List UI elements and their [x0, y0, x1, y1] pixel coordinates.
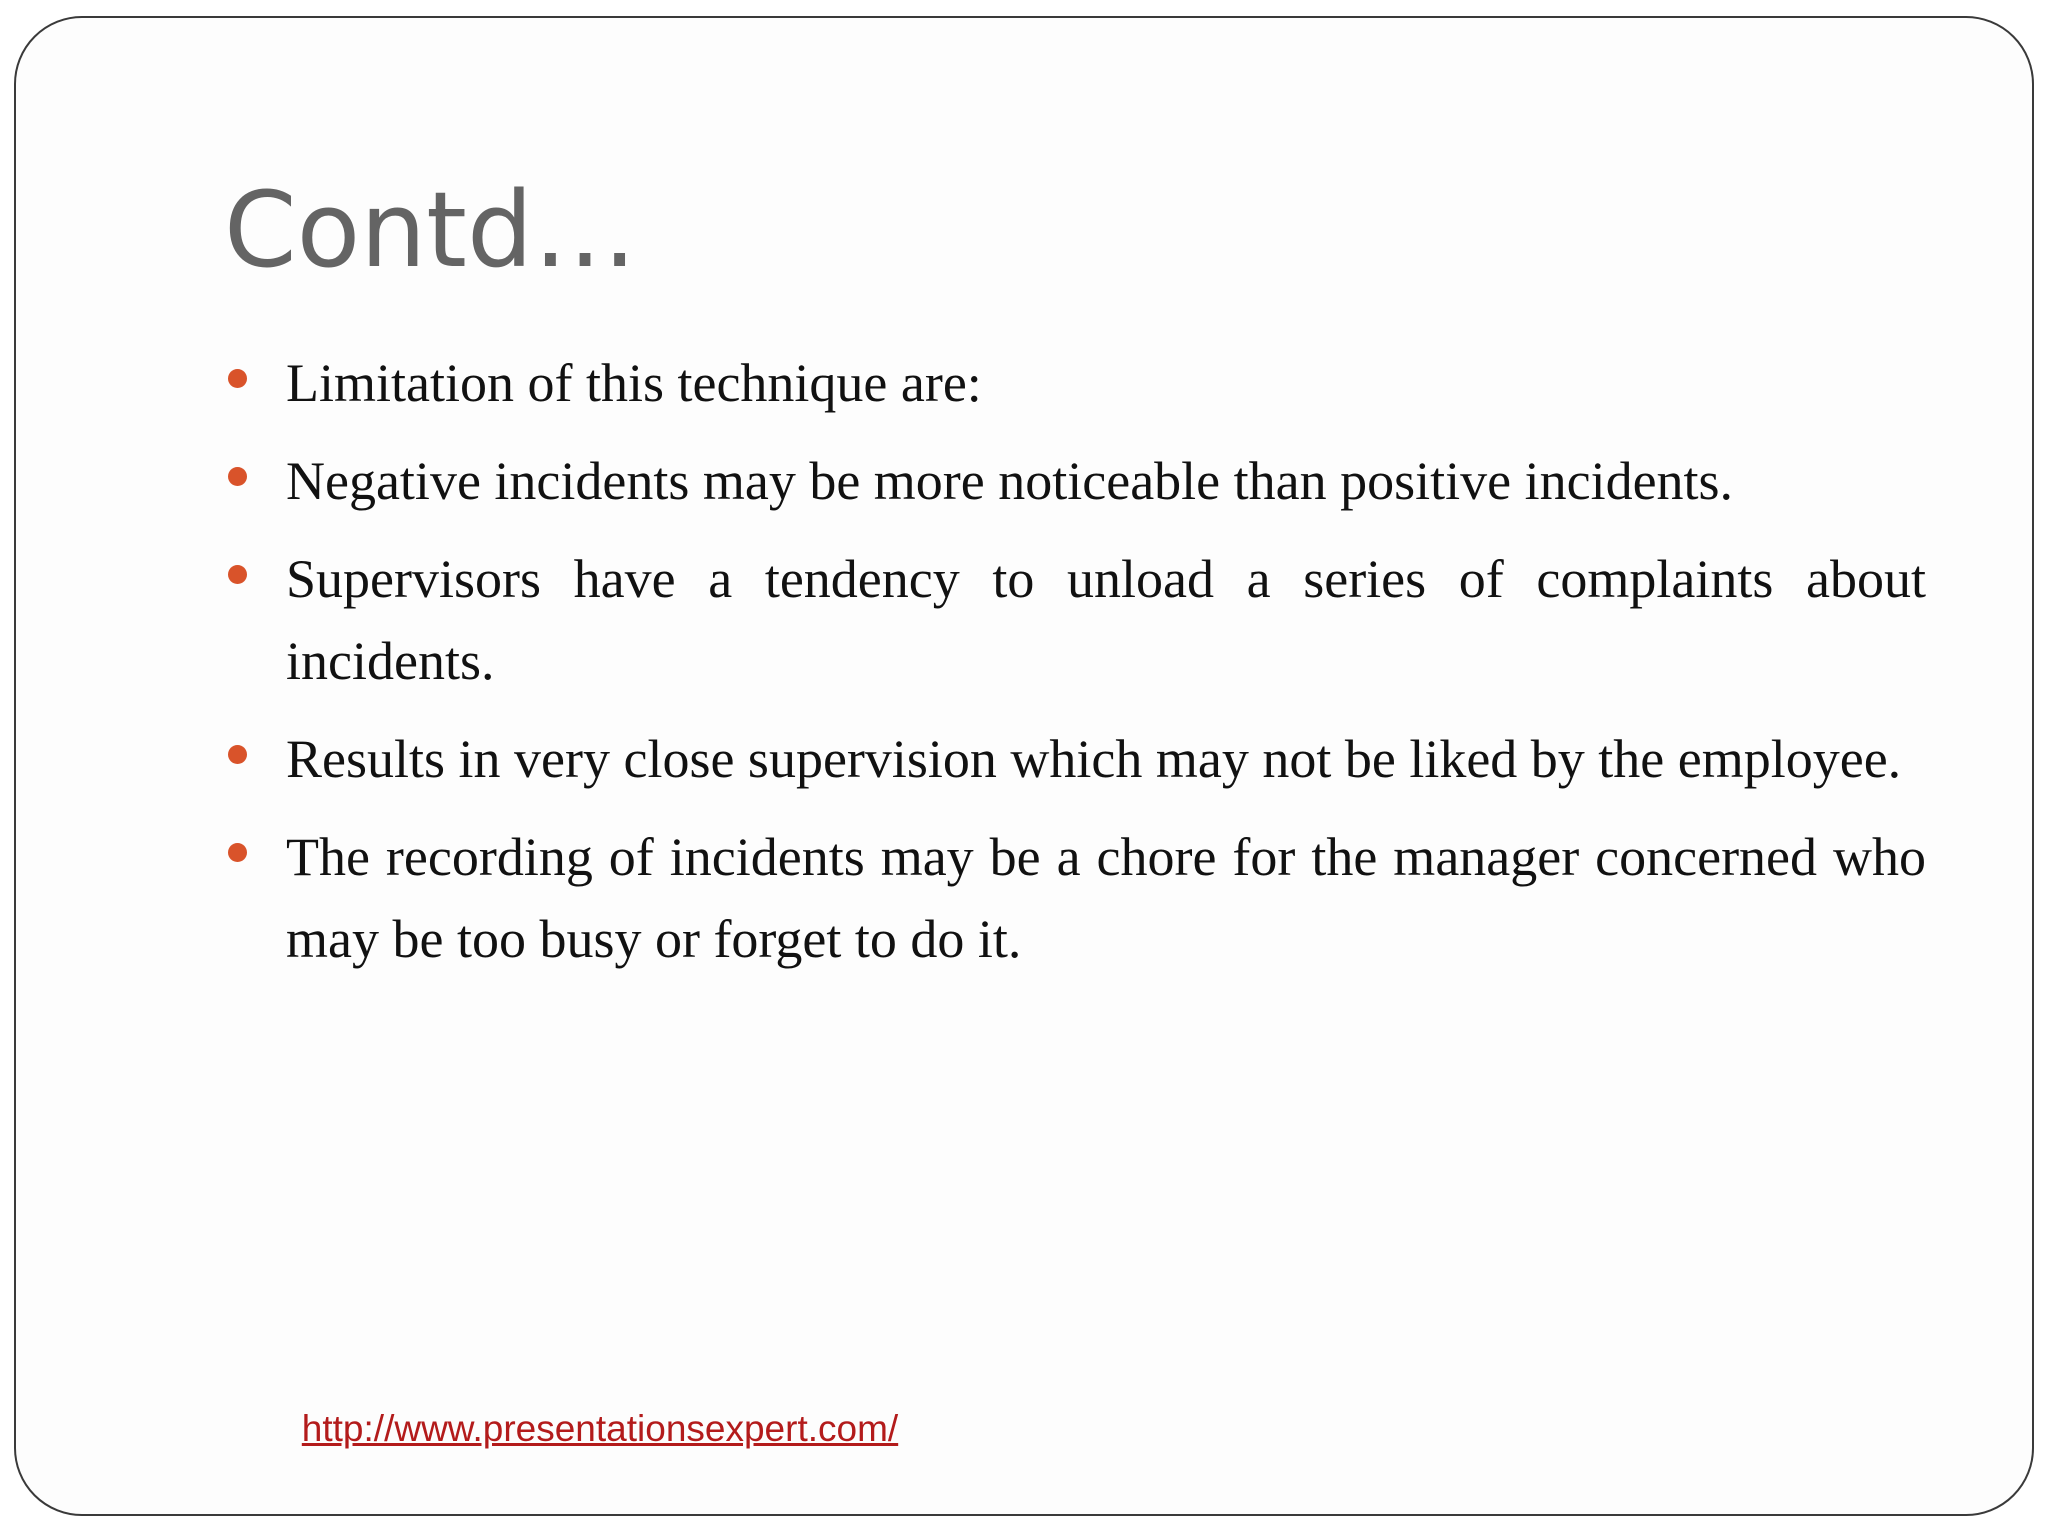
- bullet-item: [224, 538, 1926, 702]
- footer-link[interactable]: http://www.presentationsexpert.com/: [301, 1408, 899, 1449]
- bullet-marker-icon: [228, 843, 247, 862]
- bullet-item: [224, 440, 1926, 522]
- bullet-item: [224, 342, 1926, 424]
- bullet-item: [224, 816, 1926, 980]
- bullet-marker-icon: [228, 369, 247, 388]
- bullet-text: Limitation of this technique are:: [286, 353, 982, 413]
- bullet-text: The recording of incidents may be a chore for the manager concerned who may be too busy or forget to do it.: [286, 827, 1926, 969]
- bullet-text: Supervisors have a tendency to unload a series of complaints about incidents.: [286, 549, 1926, 691]
- bullet-list: [224, 342, 1926, 996]
- bullet-text: Results in very close supervision which may not be liked by the employee.: [286, 729, 1902, 789]
- bullet-item: [224, 718, 1926, 800]
- bullet-marker-icon: [228, 565, 247, 584]
- bullet-marker-icon: [228, 745, 247, 764]
- bullet-text: Negative incidents may be more noticeable than positive incidents.: [286, 451, 1734, 511]
- slide-title: Contd…: [224, 169, 637, 291]
- bullet-marker-icon: [228, 467, 247, 486]
